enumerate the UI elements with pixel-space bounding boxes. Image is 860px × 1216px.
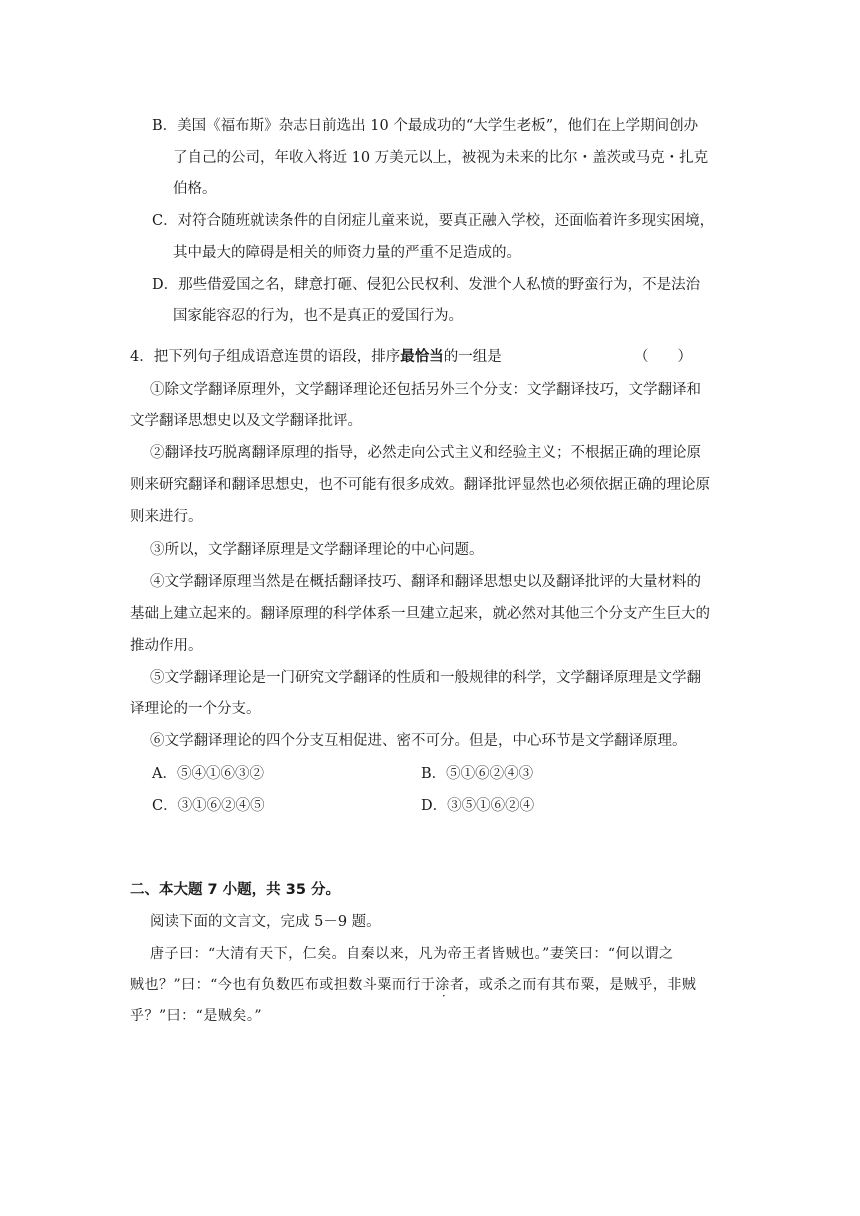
q4-option-b: B．⑤①⑥②④③	[421, 766, 534, 782]
q4-answer-bracket: （ ）	[634, 349, 692, 365]
q4-sentence-3: ③所以，文学翻译原理是文学翻译理论的中心问题。	[150, 542, 484, 558]
q4-sentence-2-line1: ②翻译技巧脱离翻译原理的指导，必然走向公式主义和经验主义；不根据正确的理论原	[150, 445, 701, 461]
q3-option-c-line2: 其中最大的障碍是相关的师资力量的严重不足造成的。	[173, 245, 521, 261]
q4-sentence-1-line2: 文学翻译思想史以及文学翻译批评。	[130, 413, 362, 429]
q4-sentence-4-line3: 推动作用。	[130, 638, 203, 654]
classical-text-line1: 唐子曰：“大清有天下，仁矣。自秦以来，凡为帝王者皆贼也。”妻笑曰：“何以谓之	[150, 946, 674, 962]
q4-sentence-5-line2: 译理论的一个分支。	[130, 701, 261, 717]
classical-text-line2-b: 者，或杀之而有其布粟，是贼乎，非贼	[449, 977, 697, 993]
q4-sentence-5-line1: ⑤文学翻译理论是一门研究文学翻译的性质和一般规律的科学，文学翻译原理是文学翻	[150, 670, 701, 686]
q4-sentence-4-line1: ④文学翻译原理当然是在概括翻译技巧、翻译和翻译思想史以及翻译批评的大量材料的	[150, 574, 701, 590]
emphasis-dotted-char: 涂	[435, 977, 450, 993]
q4-sentence-2-line2: 则来研究翻译和翻译思想史，也不可能有很多成效。翻译批评显然也必须依据正确的理论原	[130, 477, 710, 493]
q4-option-d: D．③⑤①⑥②④	[421, 798, 535, 814]
q3-option-d-line2: 国家能容忍的行为，也不是真正的爱国行为。	[173, 308, 463, 324]
q3-option-b-line2: 了自己的公司，年收入将近 10 万美元以上，被视为未来的比尔・盖茨或马克・扎克	[173, 150, 709, 166]
q3-option-b-line1: B．美国《福布斯》杂志日前选出 10 个最成功的“大学生老板”，他们在上学期间创办	[152, 118, 699, 134]
q4-stem-bold: 最恰当	[400, 349, 444, 365]
q4-stem-post: 的一组是	[443, 349, 502, 365]
q4-option-a: A．⑤④①⑥③②	[152, 766, 264, 782]
q4-sentence-6: ⑥文学翻译理论的四个分支互相促进、密不可分。但是，中心环节是文学翻译原理。	[150, 733, 687, 749]
q3-option-b-line3: 伯格。	[173, 181, 217, 197]
q4-stem-pre: 4．把下列句子组成语意连贯的语段，排序	[130, 349, 401, 365]
classical-text-line2-a: 贼也？”曰：“今也有负数匹布或担数斗粟而行于	[130, 977, 436, 993]
section-2-heading: 二、本大题 7 小题，共 35 分。	[130, 882, 340, 898]
q3-option-c-line1: C．对符合随班就读条件的自闭症儿童来说，要真正融入学校，还面临着许多现实困境，	[152, 213, 715, 229]
q4-sentence-1-line1: ①除文学翻译原理外，文学翻译理论还包括另外三个分支：文学翻译技巧，文学翻译和	[150, 382, 701, 398]
q4-sentence-4-line2: 基础上建立起来的。翻译原理的科学体系一旦建立起来，就必然对其他三个分支产生巨大的	[130, 606, 710, 622]
q4-sentence-2-line3: 则来进行。	[130, 509, 203, 525]
q4-option-c: C．③①⑥②④⑤	[152, 798, 265, 814]
classical-text-line2	[130, 975, 696, 995]
classical-text-line3: 乎？”曰：“是贼矣。”	[130, 1008, 262, 1024]
q4-stem	[130, 347, 502, 367]
section-2-intro: 阅读下面的文言文，完成 5－9 题。	[150, 914, 381, 930]
q3-option-d-line1: D．那些借爱国之名，肆意打砸、侵犯公民权利、发泄个人私愤的野蛮行为，不是法治	[152, 277, 701, 293]
